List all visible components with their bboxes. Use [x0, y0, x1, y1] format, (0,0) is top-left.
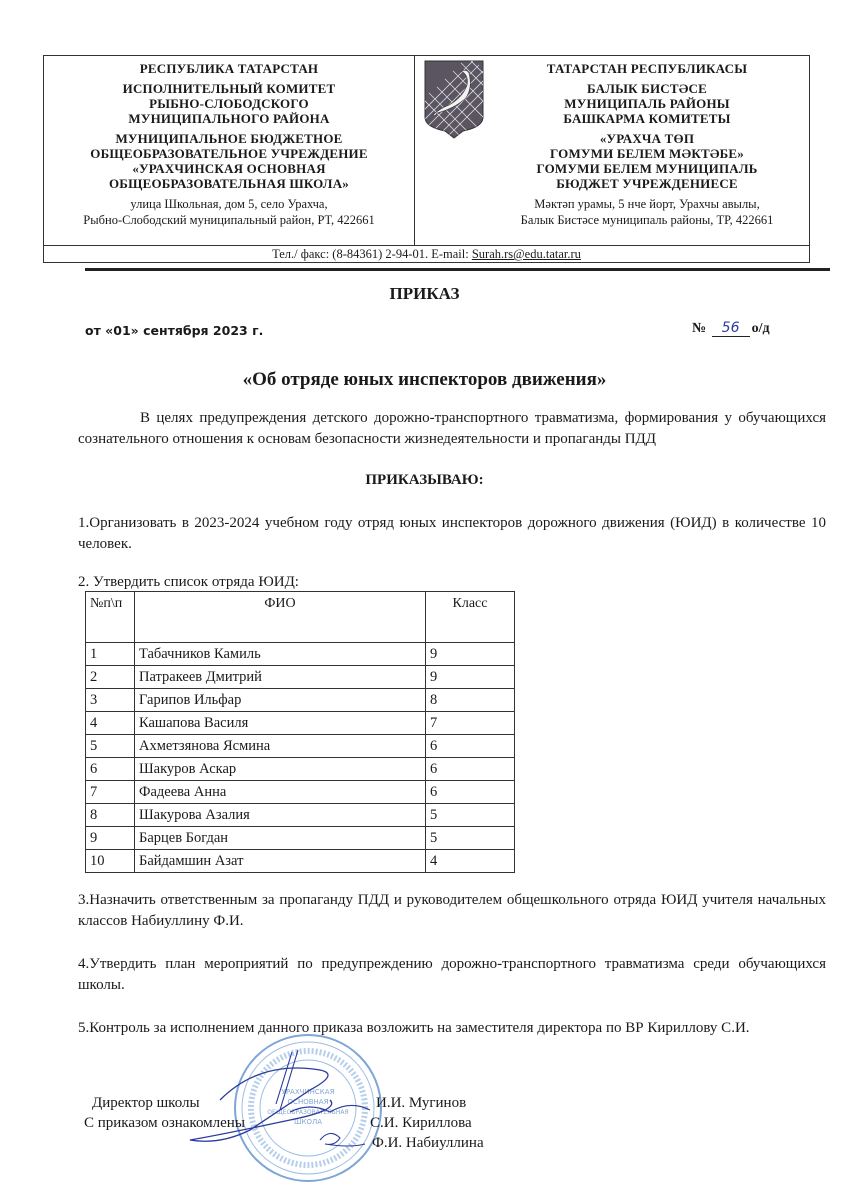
email-link[interactable]: Surah.rs@edu.tatar.ru	[471, 247, 581, 261]
address-line: улица Школьная, дом 5, село Урахча,	[130, 197, 328, 211]
committee-line: МУНИЦИПАЛЬ РАЙОНЫ	[564, 96, 730, 111]
table-row	[86, 689, 515, 712]
table-row	[86, 781, 515, 804]
number-suffix: о/д	[751, 321, 770, 336]
cell-name: Кашапова Василя	[135, 712, 426, 735]
institution-line: «УРАХЧИНСКАЯ ОСНОВНАЯ	[132, 161, 326, 176]
preamble-text: В целях предупреждения детского дорожно-транспортного травматизма, формирования у обучающихся сознательного отношения к основам безопасности жизнедеятельности и пропаганды ПДД	[78, 410, 826, 447]
cell-name: Ахметзянова Ясмина	[135, 735, 426, 758]
order-item-3: 3.Назначить ответственным за пропаганду ПДД и руководителем общешкольного отряда ЮИД учителя начальных классов Набиуллину Ф.И.	[78, 892, 826, 929]
order-item-1: 1.Организовать в 2023-2024 учебном году отряд юных инспекторов дорожного движения (ЮИД) в количестве 10 человек.	[78, 515, 826, 552]
republic-name-ru: РЕСПУБЛИКА ТАТАРСТАН	[139, 61, 319, 76]
cell-number: 5	[86, 735, 135, 758]
cell-grade: 7	[426, 712, 515, 735]
letterhead-russian	[44, 56, 415, 245]
cell-name: Барцев Богдан	[135, 827, 426, 850]
stamp-line: ОБЩЕОБРАЗОВАТЕЛЬНАЯ	[267, 1109, 349, 1116]
cell-grade: 6	[426, 781, 515, 804]
committee-line: БАШКАРМА КОМИТЕТЫ	[563, 111, 731, 126]
cell-grade: 5	[426, 804, 515, 827]
table-row	[86, 827, 515, 850]
table-row	[86, 666, 515, 689]
decree-heading: ПРИКАЗЫВАЮ:	[365, 472, 484, 488]
handwritten-number: 56	[712, 320, 750, 337]
order-item-4: 4.Утвердить план мероприятий по предупреждению дорожно-транспортного травматизма среди обучающихся школы.	[78, 956, 826, 993]
table-row	[86, 643, 515, 666]
institution-line: ГОМУМИ БЕЛЕМ МӘКТӘБЕ»	[549, 146, 744, 161]
cell-number: 4	[86, 712, 135, 735]
cell-number: 2	[86, 666, 135, 689]
cell-name: Табачников Камиль	[135, 643, 426, 666]
table-row	[86, 850, 515, 873]
preamble	[78, 408, 826, 450]
acquainted-name: С.И. Кириллова	[370, 1115, 472, 1131]
institution-line: МУНИЦИПАЛЬНОЕ БЮДЖЕТНОЕ	[115, 131, 343, 146]
cell-grade: 8	[426, 689, 515, 712]
cell-number: 6	[86, 758, 135, 781]
order-date: от «01» сентября 2023 г.	[85, 323, 264, 338]
order-number	[692, 320, 770, 337]
committee-line: РЫБНО-СЛОБОДСКОГО	[149, 96, 309, 111]
institution-line: БЮДЖЕТ УЧРЕЖДЕНИЕСЕ	[556, 176, 738, 191]
cell-number: 8	[86, 804, 135, 827]
institution-line: «УРАХЧА ТӨП	[599, 131, 695, 146]
acquainted-label: С приказом ознакомлены	[84, 1115, 245, 1131]
table-row	[86, 804, 515, 827]
table-header-row	[86, 592, 515, 643]
address-line: Мәктәп урамы, 5 нче йорт, Урахчы авылы,	[534, 197, 760, 211]
stamp-line: ШКОЛА	[293, 1118, 323, 1126]
director-name: И.И. Мугинов	[376, 1095, 467, 1111]
cell-number: 10	[86, 850, 135, 873]
cell-grade: 9	[426, 666, 515, 689]
director-label: Директор школы	[92, 1095, 200, 1111]
cell-grade: 6	[426, 735, 515, 758]
col-number-header: №п\п	[86, 592, 135, 643]
cell-name: Патракеев Дмитрий	[135, 666, 426, 689]
cell-name: Фадеева Анна	[135, 781, 426, 804]
cell-name: Гарипов Ильфар	[135, 689, 426, 712]
col-name-header: ФИО	[135, 592, 426, 643]
order-subject: «Об отряде юных инспекторов движения»	[242, 369, 607, 390]
institution-line: ОБЩЕОБРАЗОВАТЕЛЬНАЯ ШКОЛА»	[109, 176, 349, 191]
sturgeon-coat-of-arms-icon	[423, 59, 485, 139]
acquainted-name: Ф.И. Набиуллина	[372, 1135, 484, 1151]
cell-name: Шакурова Азалия	[135, 804, 426, 827]
cell-grade: 6	[426, 758, 515, 781]
cell-number: 1	[86, 643, 135, 666]
stamp-line: ОСНОВНАЯ	[287, 1098, 329, 1106]
committee-line: ИСПОЛНИТЕЛЬНЫЙ КОМИТЕТ	[122, 81, 336, 96]
committee-line: БАЛЫК БИСТӘСЕ	[587, 81, 707, 96]
phone-fax: Тел./ факс: (8-84361) 2-94-01. E-mail:	[272, 247, 472, 261]
table-row	[86, 712, 515, 735]
address-line: Балык Бистәсе муниципаль районы, ТР, 422661	[520, 213, 774, 227]
contact-line	[44, 245, 809, 264]
cell-grade: 9	[426, 643, 515, 666]
cell-number: 3	[86, 689, 135, 712]
republic-name-tt: ТАТАРСТАН РЕСПУБЛИКАСЫ	[546, 61, 748, 76]
table-row	[86, 758, 515, 781]
number-sign: №	[692, 321, 707, 336]
order-item-5: 5.Контроль за исполнением данного приказа возложить на заместителя директора по ВР Кириллову С.И.	[78, 1020, 750, 1036]
table-row	[86, 735, 515, 758]
cell-grade: 5	[426, 827, 515, 850]
cell-name: Шакуров Аскар	[135, 758, 426, 781]
squad-list-table	[85, 591, 515, 873]
cell-number: 7	[86, 781, 135, 804]
letterhead	[43, 55, 810, 263]
header-divider	[85, 268, 830, 271]
letterhead-tatar	[415, 56, 809, 245]
stamp-line: УРАХЧИНСКАЯ	[281, 1088, 335, 1096]
cell-number: 9	[86, 827, 135, 850]
document-type: ПРИКАЗ	[389, 284, 460, 303]
institution-line: ГОМУМИ БЕЛЕМ МУНИЦИПАЛЬ	[536, 161, 758, 176]
committee-line: МУНИЦИПАЛЬНОГО РАЙОНА	[128, 111, 330, 126]
order-item-2: 2. Утвердить список отряда ЮИД:	[78, 574, 299, 590]
cell-name: Байдамшин Азат	[135, 850, 426, 873]
institution-line: ОБЩЕОБРАЗОВАТЕЛЬНОЕ УЧРЕЖДЕНИЕ	[90, 146, 368, 161]
cell-grade: 4	[426, 850, 515, 873]
col-grade-header: Класс	[426, 592, 515, 643]
address-line: Рыбно-Слободский муниципальный район, РТ, 422661	[83, 213, 375, 227]
